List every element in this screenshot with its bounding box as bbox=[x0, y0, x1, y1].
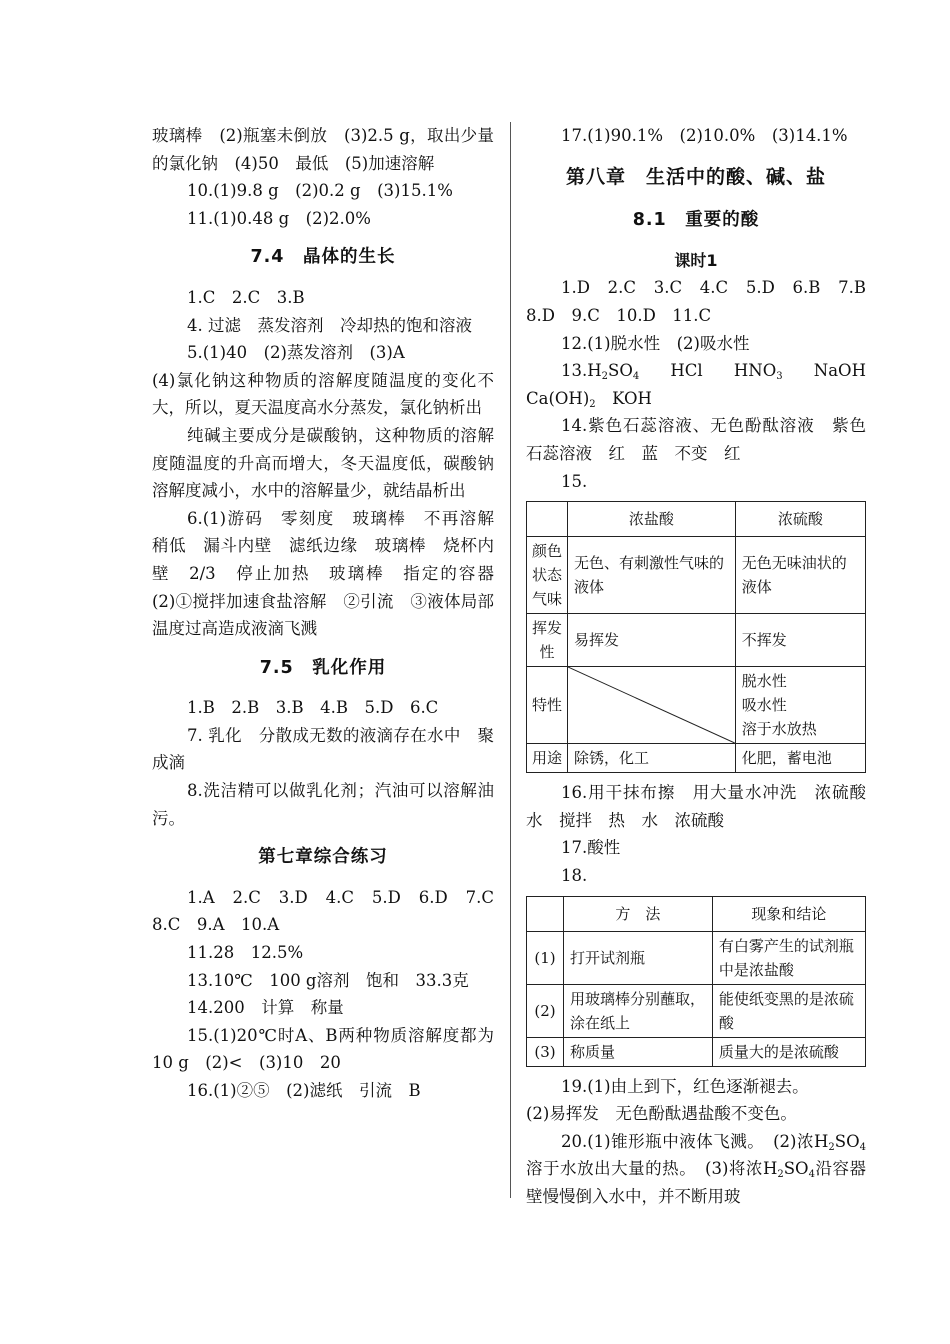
review-answer-11: 11.28 12.5% bbox=[187, 943, 304, 963]
left-column bbox=[152, 122, 511, 1105]
answer-8-1-18: 18. bbox=[561, 865, 588, 885]
table-cell: 除锈，化工 bbox=[568, 744, 736, 773]
answer-8-1-15: 15. bbox=[561, 471, 588, 491]
answer-7-4-6: 6.(1)游码 零刻度 玻璃棒 不再溶解 稍低 漏斗内壁 滤纸边缘 玻璃棒 烧杯内壁 2/3 停止加热 玻璃棒 指定的容器 (2)①搅拌加速食盐溶解 ②引流 ③液体局部温度过高造成液滴飞溅 bbox=[152, 508, 511, 639]
table-corner bbox=[527, 502, 568, 537]
review-answer-15: 15.(1)20℃时A、B两种物质溶解度都为10 g (2)< (3)10 20 bbox=[152, 1025, 494, 1073]
chapter-heading-8: 第八章 生活中的酸、碱、盐 bbox=[565, 165, 826, 188]
answer-7-4-5: 5.(1)40 (2)蒸发溶剂 (3)A bbox=[187, 343, 405, 363]
table-cell: 无色无味油状的液体 bbox=[735, 537, 865, 614]
table-cell: 不挥发 bbox=[735, 614, 865, 667]
acid-comparison-table bbox=[526, 501, 866, 773]
experiment-table bbox=[526, 896, 866, 1067]
answer-7-4-1: 1.C 2.C 3.B bbox=[187, 287, 305, 307]
column-divider bbox=[510, 122, 511, 1198]
row-label: 颜色状态气味 bbox=[527, 537, 568, 614]
section-heading-7-5: 7.5 乳化作用 bbox=[259, 657, 387, 678]
answer-8-1-13: $13.H_2SO_4$ HCl $HNO_3$ NaOH $Ca(OH)_2$ KOH bbox=[526, 361, 883, 410]
answer-7-4-5-part4: (4)氯化钠这种物质的溶解度随温度的变化不大，所以，夏天温度高水分蒸发，氯化钠析出 bbox=[152, 370, 494, 418]
answer-8-1-20: 20.(1)锥形瓶中液体飞溅。 (2)浓$H_2SO_4$溶于水放出大量的热。 (3)将浓$H_2SO_4$沿容器壁慢慢倒入水中，并不断用玻 bbox=[526, 1131, 867, 1206]
answer-10: 10.(1)9.8 g (2)0.2 g (3)15.1% bbox=[187, 181, 453, 201]
table-cell: 无色、有刺激性气味的液体 bbox=[568, 537, 736, 614]
row-label: 挥发性 bbox=[527, 614, 568, 667]
answer-8-1-12: 12.(1)脱水性 (2)吸水性 bbox=[561, 333, 750, 353]
row-label: 用途 bbox=[527, 744, 568, 773]
diagonal-empty-cell bbox=[568, 667, 736, 744]
answer-7-5-8: 8.洗洁精可以做乳化剂；汽油可以溶解油污。 bbox=[152, 781, 494, 828]
answer-8-1-16: 16.用干抹布擦 用大量水冲洗 浓硫酸 水 搅拌 热 水 浓硫酸 bbox=[526, 783, 883, 830]
row-number: (1) bbox=[527, 931, 564, 984]
section-heading-chapter7-review: 第七章综合练习 bbox=[258, 847, 388, 868]
table-cell: 称质量 bbox=[564, 1037, 713, 1066]
section-heading-7-4: 7.4 晶体的生长 bbox=[250, 247, 396, 268]
review-answer-1: 1.A 2.C 3.D 4.C 5.D 6.D 7.C 8.C 9.A 10.A bbox=[152, 887, 511, 935]
table-cell: 有白雾产生的试剂瓶中是浓盐酸 bbox=[712, 931, 865, 984]
review-answer-16: 16.(1)②⑤ (2)滤纸 引流 B bbox=[187, 1081, 421, 1100]
right-column bbox=[526, 122, 883, 1210]
review-answer-14: 14.200 计算 称量 bbox=[187, 998, 344, 1018]
answer-7-5-7: 7. 乳化 分散成无数的液滴存在水中 聚成滴 bbox=[152, 725, 494, 773]
table-header: 浓硫酸 bbox=[735, 502, 865, 537]
row-number: (2) bbox=[527, 984, 564, 1037]
answer-8-1-1: 1.D 2.C 3.C 4.C 5.D 6.B 7.B 8.D 9.C 10.D 11.C bbox=[526, 278, 883, 325]
table-corner bbox=[527, 896, 564, 931]
table-header: 现象和结论 bbox=[712, 896, 865, 931]
cell-line: 脱水性 bbox=[741, 672, 787, 691]
answer-7-4-5-explain: 纯碱主要成分是碳酸钠，这种物质的溶解度随温度的升高而增大，冬天温度低，碳酸钠溶解度减小，水中的溶解量少，就结晶析出 bbox=[152, 425, 494, 501]
row-number: (3) bbox=[527, 1037, 564, 1066]
answer-7-4-4: 4. 过滤 蒸发溶剂 冷却热的饱和溶液 bbox=[187, 315, 472, 335]
table-cell bbox=[735, 667, 865, 744]
answer-11: 11.(1)0.48 g (2)2.0% bbox=[187, 208, 371, 228]
table-header: 浓盐酸 bbox=[568, 502, 736, 537]
answer-continued: 玻璃棒 (2)瓶塞未倒放 (3)2.5 g，取出少量的氯化钠 (4)50 最低 (5)加速溶解 bbox=[152, 126, 494, 173]
table-cell: 化肥，蓄电池 bbox=[735, 744, 865, 773]
lesson-heading: 课时1 bbox=[674, 250, 718, 270]
table-cell: 用玻璃棒分别蘸取，涂在纸上 bbox=[564, 984, 713, 1037]
answer-7-5-1: 1.B 2.B 3.B 4.B 5.D 6.C bbox=[187, 698, 439, 718]
cell-line: 吸水性 bbox=[741, 696, 787, 715]
answer-17-prev: 17.(1)90.1% (2)10.0% (3)14.1% bbox=[561, 126, 848, 145]
table-cell: 易挥发 bbox=[568, 614, 736, 667]
table-cell: 质量大的是浓硫酸 bbox=[712, 1037, 865, 1066]
diagonal-line bbox=[568, 667, 735, 743]
table-header: 方 法 bbox=[564, 896, 713, 931]
answer-8-1-19-part2: (2)易挥发 无色酚酞遇盐酸不变色。 bbox=[526, 1104, 797, 1124]
answer-8-1-19: 19.(1)由上到下，红色逐渐褪去。 bbox=[561, 1076, 809, 1096]
row-label: 特性 bbox=[527, 667, 568, 744]
table-cell: 打开试剂瓶 bbox=[564, 931, 713, 984]
table-cell: 能使纸变黑的是浓硫酸 bbox=[712, 984, 865, 1037]
cell-line: 溶于水放热 bbox=[741, 720, 817, 739]
review-answer-13: 13.10℃ 100 g溶剂 饱和 33.3克 bbox=[187, 970, 469, 990]
section-heading-8-1: 8.1 重要的酸 bbox=[632, 210, 760, 231]
answer-8-1-17: 17.酸性 bbox=[561, 838, 621, 858]
answer-8-1-14: 14.紫色石蕊溶液、无色酚酞溶液 紫色石蕊溶液 红 蓝 不变 红 bbox=[526, 416, 866, 463]
